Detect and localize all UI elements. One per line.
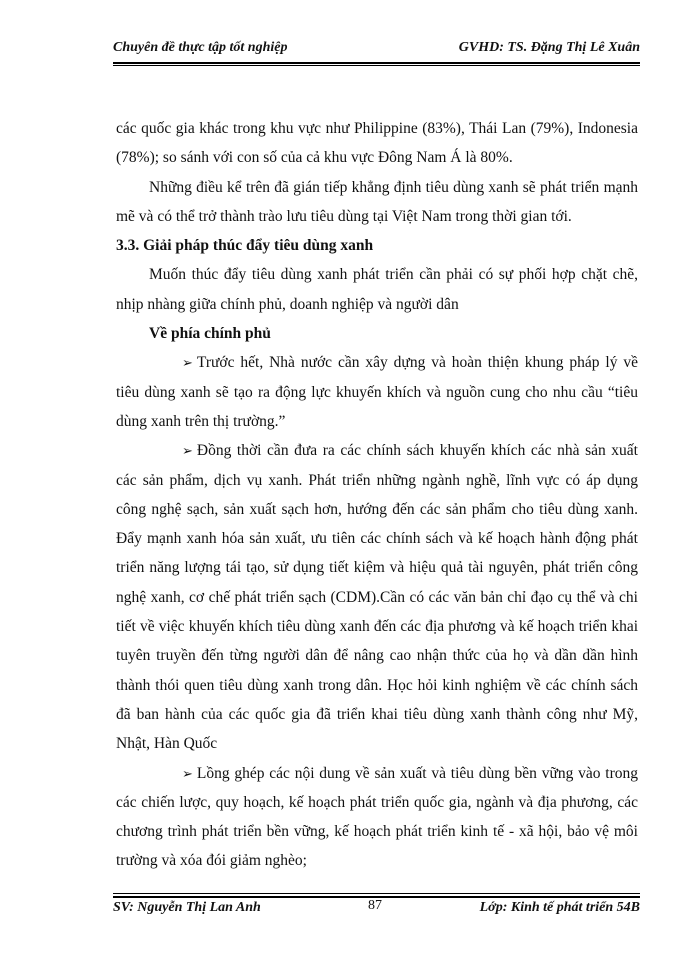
page-footer: [113, 898, 640, 920]
paragraph-intro: Muốn thúc đẩy tiêu dùng xanh phát triển cần phải có sự phối hợp chặt chẽ, nhịp nhàng giữa chính phủ, doanh nghiệp và người dân: [116, 266, 638, 313]
footer-class: Lớp: Kinh tế phát triển 54B: [479, 900, 640, 915]
paragraph-continuation: các quốc gia khác trong khu vực như Philippine (83%), Thái Lan (79%), Indonesia (78%); so sánh với con số của cả khu vực Đông Nam Á là 80%.: [116, 120, 638, 167]
page-header: [113, 38, 640, 60]
document-body: [116, 114, 638, 876]
header-thesis-title: Chuyên đề thực tập tốt nghiệp: [113, 40, 288, 55]
section-heading: 3.3. Giải pháp thúc đẩy tiêu dùng xanh: [116, 237, 374, 255]
bullet-item: [116, 436, 638, 758]
header-supervisor: GVHD: TS. Đặng Thị Lê Xuân: [458, 40, 640, 55]
bullet-text: Trước hết, Nhà nước cần xây dựng và hoàn thiện khung pháp lý về tiêu dùng xanh sẽ tạo ra động lực khuyến khích và nguồn cung cho nhu cầu “tiêu dùng xanh trên thị trường.”: [116, 354, 638, 430]
subsection-heading: Về phía chính phủ: [149, 325, 271, 343]
header-rule-thin: [113, 65, 640, 66]
header-rule: [113, 62, 640, 64]
page-number: 87: [368, 898, 382, 913]
footer-rule-thin: [113, 893, 640, 894]
bullet-item: [116, 759, 638, 876]
arrow-bullet-icon: ➢: [182, 765, 193, 781]
arrow-bullet-icon: ➢: [182, 443, 193, 459]
bullet-text: Đồng thời cần đưa ra các chính sách khuyến khích các nhà sản xuất các sản phẩm, dịch vụ xanh. Phát triển những ngành nghề, lĩnh vực có áp dụng công nghệ sạch, sản xuất sạch hơn, hướng đến các sản phẩm cho tiêu dùng xanh. Đẩy mạnh xanh hóa sản xuất, ưu tiên các chính sách và kế hoạch hành động phát triển năng lượng tái tạo, sử dụng tiết kiệm và hiệu quả tài nguyên, phát triển công nghệ xanh, cơ chế phát triển sạch (CDM).Cần có các văn bản chỉ đạo cụ thể và chi tiết về việc khuyến khích tiêu dùng xanh đến các địa phương và kế hoạch triển khai tuyên truyền đến từng người dân để nâng cao nhận thức của họ và dần dần hình thành thói quen tiêu dùng xanh trong dân. Học hỏi kinh nghiệm về các chính sách đã ban hành của các quốc gia đã triển khai tiêu dùng xanh thành công như Mỹ, Nhật, Hàn Quốc: [116, 442, 638, 753]
bullet-item: [116, 348, 638, 436]
bullet-text: Lồng ghép các nội dung về sản xuất và tiêu dùng bền vững vào trong các chiến lược, quy hoạch, kế hoạch phát triển quốc gia, ngành và địa phương, các chương trình phát triển bền vững, kế hoạch phát triển kinh tế - xã hội, bảo vệ môi trường và xóa đói giảm nghèo;: [116, 764, 638, 870]
arrow-bullet-icon: ➢: [182, 355, 193, 371]
paragraph-conclusion: Những điều kể trên đã gián tiếp khẳng định tiêu dùng xanh sẽ phát triển mạnh mẽ và có thể trở thành trào lưu tiêu dùng tại Việt Nam trong thời gian tới.: [116, 178, 638, 225]
footer-student: SV: Nguyễn Thị Lan Anh: [113, 900, 261, 915]
